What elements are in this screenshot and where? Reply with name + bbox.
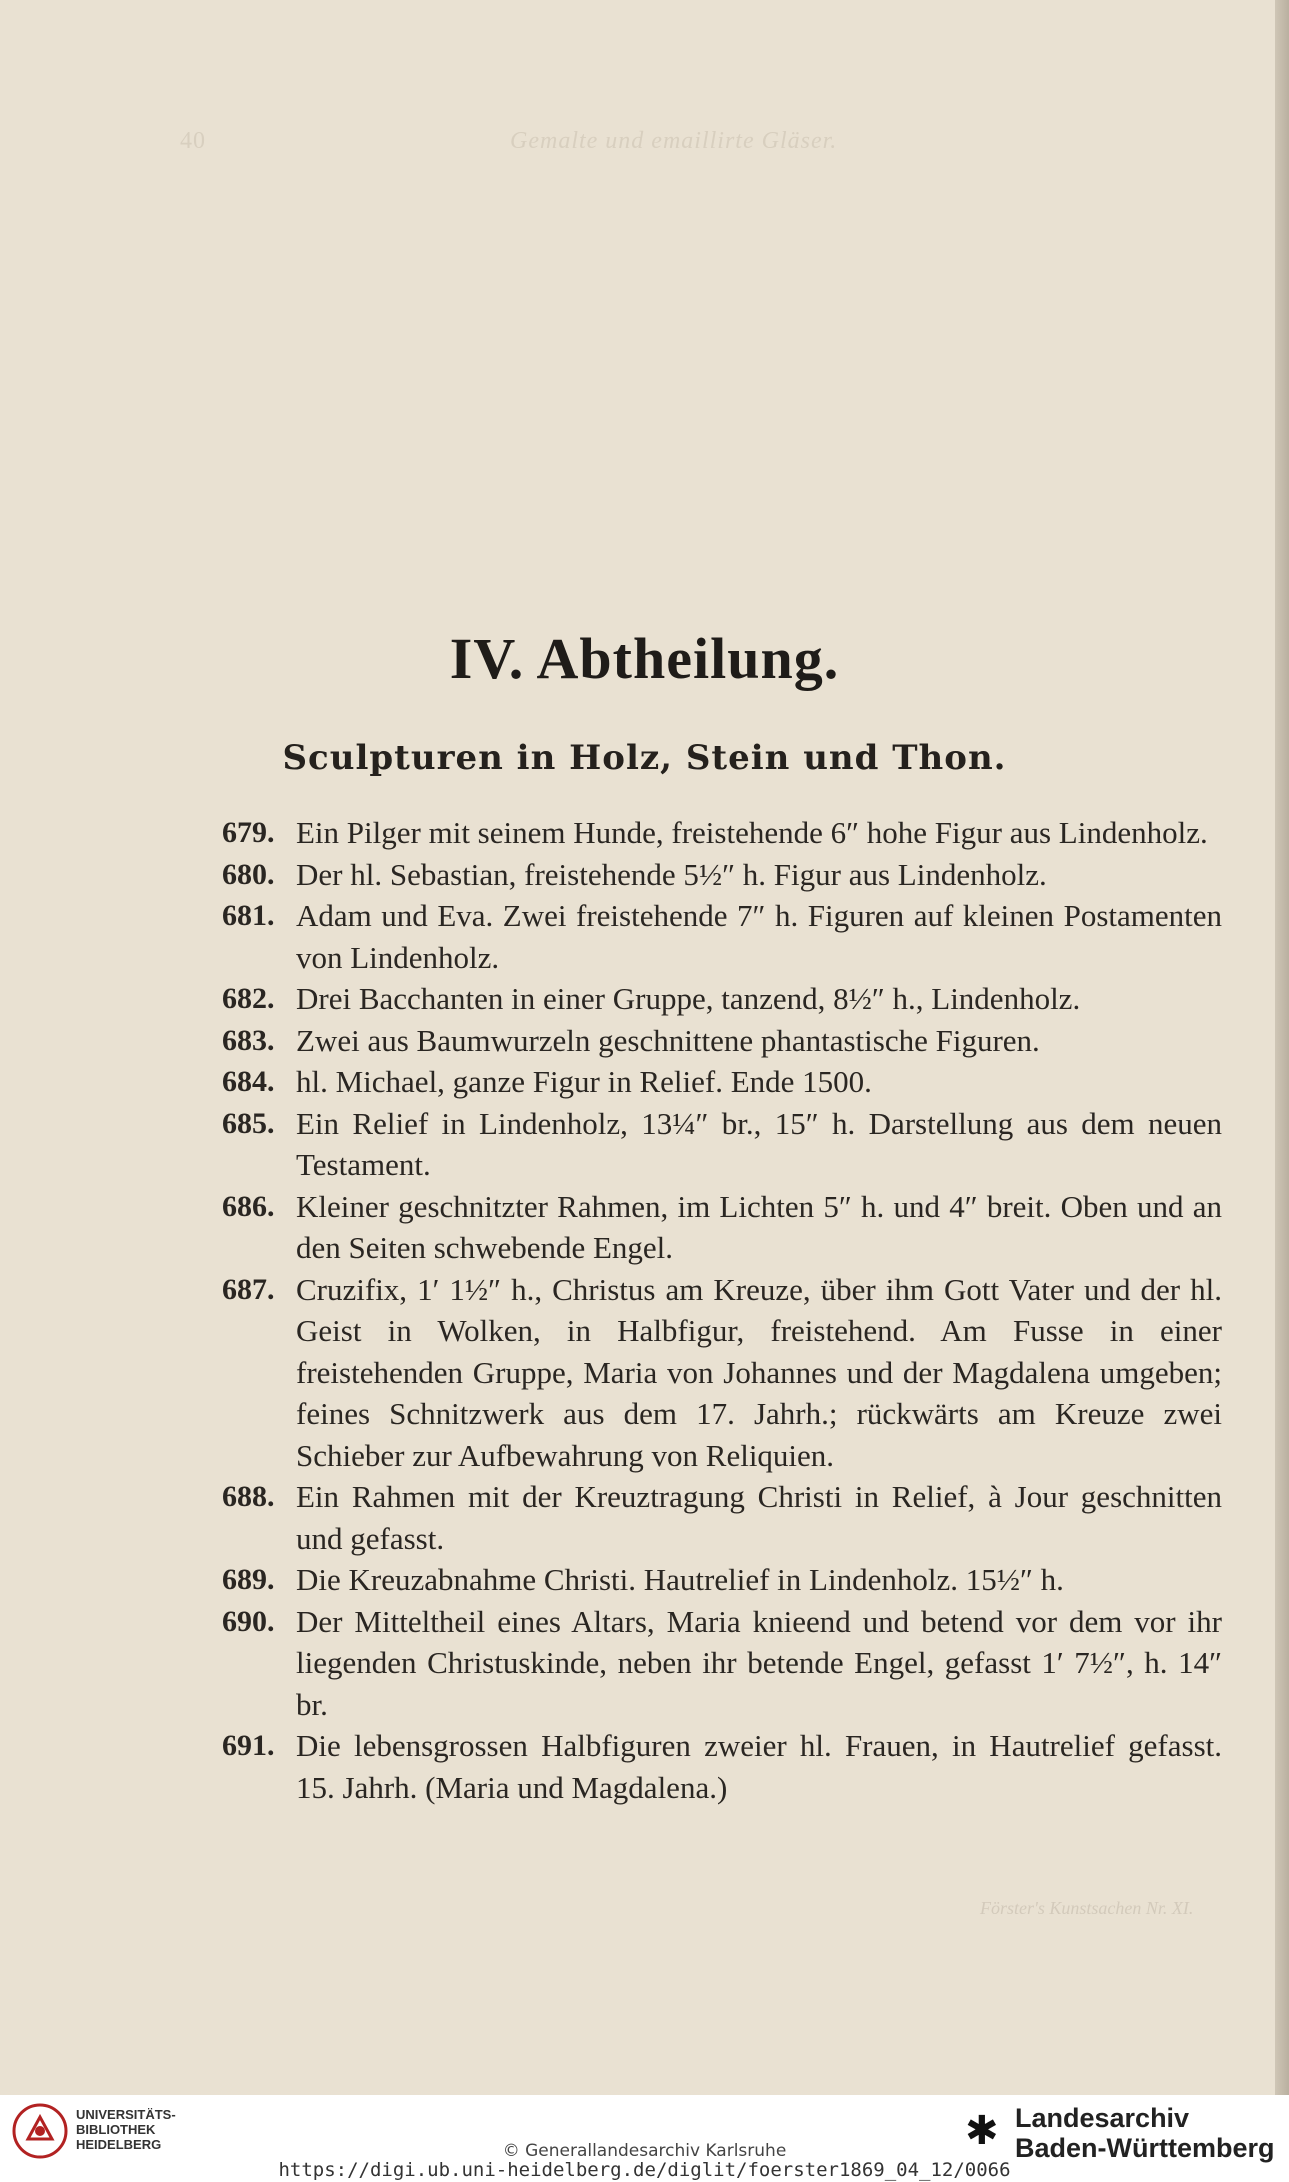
catalog-entry (222, 1269, 1222, 1477)
uni-label-line: HEIDELBERG (76, 2137, 162, 2152)
entry-text: hl. Michael, ganze Figur in Relief. Ende 1500. (296, 1064, 872, 1099)
section-heading: IV. Abtheilung. (449, 626, 840, 691)
bleed-page-number: 40 (180, 128, 206, 154)
entry-number: 681. (222, 899, 275, 932)
entry-text: Kleiner geschnitzter Rahmen, im Lichten 5″ h. und 4″ breit. Oben und an den Seiten schwebende Engel. (296, 1188, 1222, 1265)
entry-text: Ein Relief in Lindenholz, 13¼″ br., 15″ h. Darstellung aus dem neuen Testament. (296, 1105, 1222, 1182)
entry-number: 682. (222, 982, 275, 1015)
catalog-entries (222, 812, 1222, 1808)
section-subheading: Sculpturen in Holz, Stein und Thon. (282, 738, 1007, 778)
entry-number: 683. (222, 1023, 275, 1057)
entry-text: Cruzifix, 1′ 1½″ h., Christus am Kreuze, über ihm Gott Vater und der hl. Geist in Wolken, in Halbfigur, freistehend. Am Fusse in einer freistehenden Gruppe, Maria von Johannes und der Magdalena umgeben; feines Schnitzwerk aus dem 17. Jahrh.; rückwärts am Kreuze zwei Schieber zur Aufbewahrung von Reliquien. (296, 1271, 1222, 1473)
catalog-entry (222, 1103, 1222, 1186)
uni-label-line: BIBLIOTHEK (76, 2122, 156, 2137)
entry-text: Ein Pilger mit seinem Hunde, freistehende 6″ hohe Figur aus Lindenholz. (296, 815, 1208, 850)
entry-number: 684. (222, 1065, 275, 1098)
permalink-url[interactable]: https://digi.ub.uni-heidelberg.de/diglit/foerster1869_04_12/0066 (278, 2159, 1011, 2181)
page-edge (1275, 0, 1289, 2095)
entry-number: 679. (222, 816, 275, 849)
entry-text: Der Mitteltheil eines Altars, Maria knieend und betend vor dem vor ihr liegenden Christuskinde, neben ihr betende Engel, gefasst 1′ 7½″, h. 14″ br. (296, 1603, 1222, 1722)
entry-text: Die lebensgrossen Halbfiguren zweier hl. Frauen, in Hautrelief gefasst. 15. Jahrh. (Maria und Magdalena.) (296, 1728, 1222, 1805)
uni-label-line: UNIVERSITÄTS- (76, 2107, 176, 2122)
entry-number: 680. (222, 857, 275, 891)
archive-label-line: Baden-Württemberg (1015, 2133, 1275, 2163)
entry-text: Zwei aus Baumwurzeln geschnittene phantastische Figuren. (296, 1022, 1040, 1058)
entry-text: Adam und Eva. Zwei freistehende 7″ h. Figuren auf kleinen Postamenten von Lindenholz. (296, 898, 1222, 975)
catalog-entry (222, 1476, 1222, 1559)
landesarchiv-label (1015, 2103, 1275, 2163)
catalog-entry (222, 1020, 1222, 1062)
entry-text: Drei Bacchanten in einer Gruppe, tanzend, 8½″ h., Lindenholz. (296, 981, 1081, 1016)
copyright-notice: © Generallandesarchiv Karlsruhe (502, 2141, 787, 2161)
entry-number: 685. (222, 1106, 275, 1140)
entry-text: Ein Rahmen mit der Kreuztragung Christi in Relief, à Jour geschnitten und gefasst. (296, 1479, 1222, 1556)
archive-label-line: Landesarchiv (1015, 2103, 1190, 2133)
catalog-entry (222, 1725, 1222, 1808)
entry-number: 690. (222, 1604, 275, 1638)
entry-number: 689. (222, 1563, 275, 1596)
entry-text: Der hl. Sebastian, freistehende 5½″ h. Figur aus Lindenholz. (296, 856, 1047, 892)
bleed-title: Gemalte und emaillirte Gläser. (510, 128, 838, 154)
bleed-footnote: Förster's Kunstsachen Nr. XI. (980, 1898, 1194, 1918)
catalog-entry (222, 895, 1222, 978)
catalog-entry (222, 978, 1222, 1020)
catalog-entry (222, 1061, 1222, 1103)
catalog-entry (222, 1186, 1222, 1269)
catalog-entry (222, 1601, 1222, 1726)
catalog-entry (222, 812, 1222, 854)
entry-number: 686. (222, 1189, 275, 1223)
entry-number: 691. (222, 1729, 275, 1762)
entry-number: 687. (222, 1272, 275, 1306)
catalog-entry (222, 854, 1222, 896)
entry-number: 688. (222, 1480, 275, 1513)
viewer-footer (0, 2095, 1289, 2182)
landesarchiv-logo-icon: ✱ (965, 2108, 999, 2154)
catalog-entry (222, 1559, 1222, 1601)
entry-text: Die Kreuzabnahme Christi. Hautrelief in Lindenholz. 15½″ h. (296, 1562, 1064, 1597)
